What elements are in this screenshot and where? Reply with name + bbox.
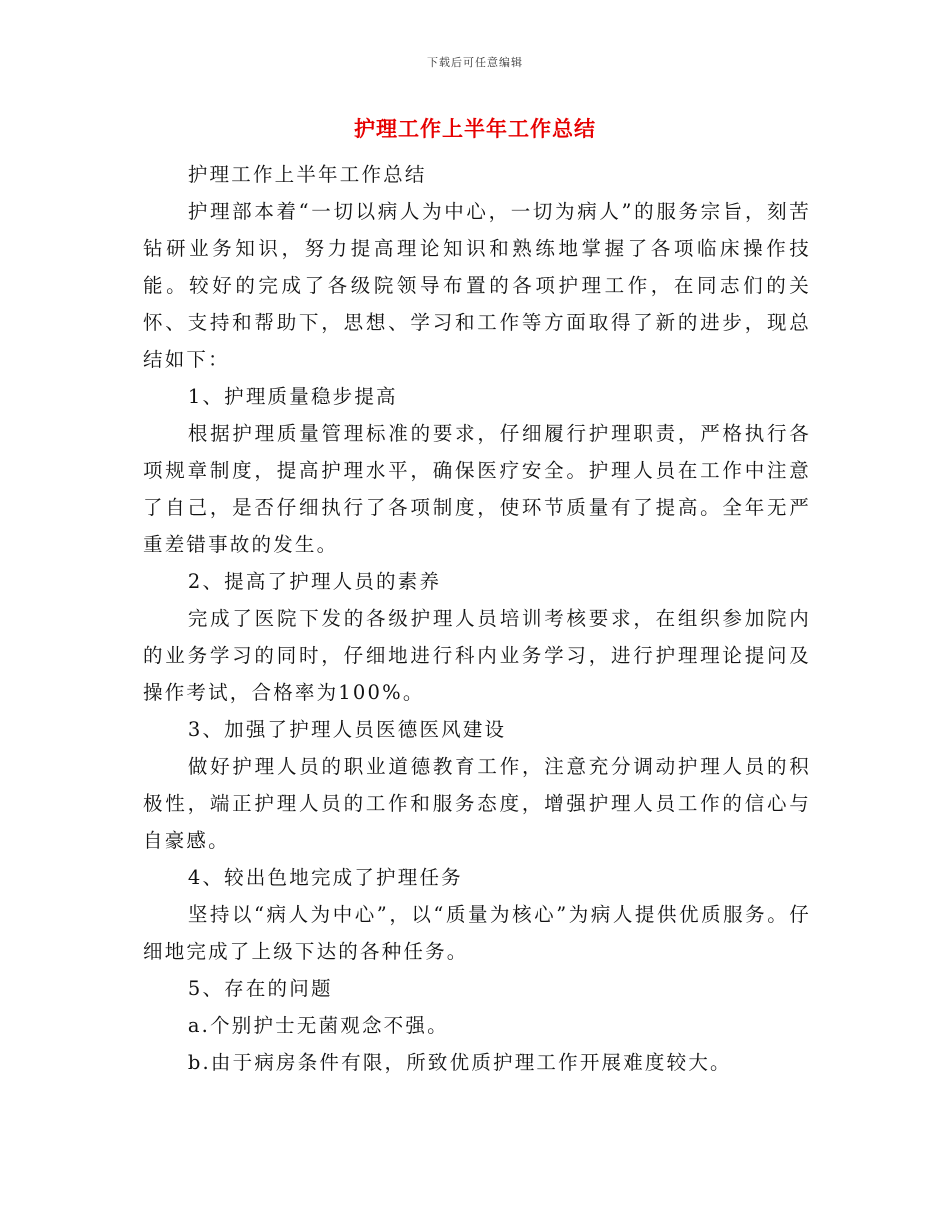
section-body-3: 做好护理人员的职业道德教育工作，注意充分调动护理人员的积极性，端正护理人员的工作和服务态度，增强护理人员工作的信心与自豪感。 (143, 755, 811, 852)
section-heading-2: 2、提高了护理人员的素养 (187, 570, 442, 593)
document-title: 护理工作上半年工作总结 (354, 117, 596, 141)
issue-item-a: a.个别护士无菌观念不强。 (187, 1014, 449, 1037)
paragraph-intro: 护理部本着“一切以病人为中心，一切为病人”的服务宗旨，刻苦钻研业务知识，努力提高理论知识和熟练地掌握了各项临床操作技能。较好的完成了各级院领导布置的各项护理工作，在同志们的关怀、支持和帮助下，思想、学习和工作等方面取得了新的进步，现总结如下： (143, 200, 811, 371)
section-heading-4: 4、较出色地完成了护理任务 (187, 866, 463, 889)
section-heading-5: 5、存在的问题 (187, 977, 333, 1000)
section-body-2: 完成了医院下发的各级护理人员培训考核要求，在组织参加院内的业务学习的同时，仔细地进行科内业务学习，进行护理理论提问及操作考试，合格率为100%。 (143, 607, 811, 704)
paragraph-subtitle: 护理工作上半年工作总结 (187, 163, 427, 186)
section-heading-3: 3、加强了护理人员医德医风建设 (187, 718, 507, 741)
header-note: 下载后可任意编辑 (427, 56, 523, 69)
issue-item-b: b.由于病房条件有限，所致优质护理工作开展难度较大。 (187, 1051, 732, 1074)
section-heading-1: 1、护理质量稳步提高 (187, 385, 398, 408)
document-body (143, 156, 811, 1081)
section-body-1: 根据护理质量管理标准的要求，仔细履行护理职责，严格执行各项规章制度，提高护理水平，确保医疗安全。护理人员在工作中注意了自己，是否仔细执行了各项制度，使环节质量有了提高。全年无严重差错事故的发生。 (143, 422, 811, 556)
section-body-4: 坚持以“病人为中心”，以“质量为核心”为病人提供优质服务。仔细地完成了上级下达的各种任务。 (143, 903, 811, 963)
